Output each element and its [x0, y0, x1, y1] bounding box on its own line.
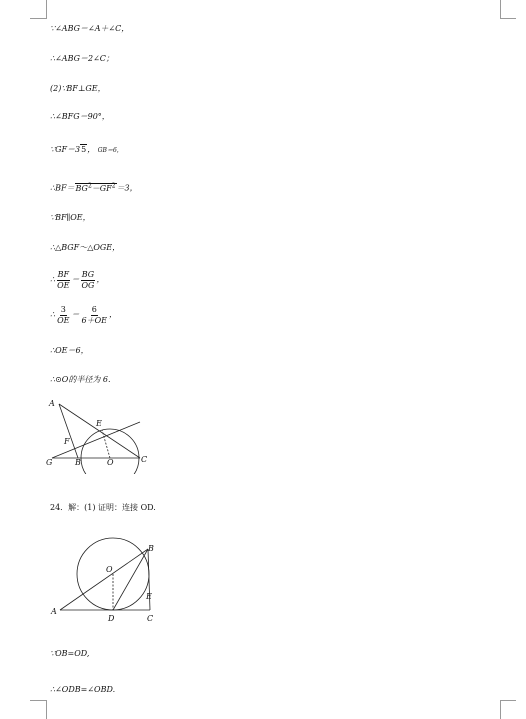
solution-line-1: ∵∠ABG＝∠A＋∠C，: [50, 24, 130, 33]
bf-prefix: ∴BF＝: [50, 183, 75, 193]
label-d: D: [108, 614, 115, 623]
crop-mark-top-right-v: [500, 0, 501, 18]
geometry-figure-1: [44, 396, 164, 474]
label-f: F: [64, 437, 70, 446]
solution-line-6: [50, 181, 138, 194]
crop-mark-bottom-left-v: [46, 700, 47, 719]
solution-line-10: ∴ $\frac{3}{OE}$ ＝ $\frac{6}{6+OE}$ ，: [50, 304, 117, 325]
crop-mark-bottom-left-h: [30, 700, 47, 701]
label-a: A: [49, 399, 55, 408]
label-e: E: [96, 419, 102, 428]
label-c: C: [147, 614, 154, 623]
line-bd: [113, 549, 148, 610]
crop-mark-top-right-h: [500, 18, 516, 19]
solution-line-12: ∴⊙O的半径为 6.: [50, 375, 111, 384]
solution-line-14: ∵OB=OD,: [50, 649, 90, 658]
solution-line-15: ∴∠ODB=∠OBD.: [50, 685, 116, 694]
solution-line-4: ∴∠BFG＝90°，: [50, 112, 110, 121]
solution-line-5: [50, 145, 123, 156]
crop-mark-bottom-right-v: [500, 700, 501, 719]
geometry-figure-2: [48, 535, 160, 625]
solution-line-8: ∴△BGF～△OGE，: [50, 243, 121, 252]
comma: ，: [87, 145, 96, 154]
sqrt-expression: $BG^2-GF^2$: [75, 182, 116, 193]
line-ab: [60, 549, 148, 610]
label-b: B: [148, 544, 154, 553]
label-c: C: [141, 455, 148, 464]
crop-mark-top-left-v: [46, 0, 47, 18]
label-o: O: [106, 565, 113, 574]
gb-text: GB＝6，: [97, 147, 123, 154]
label-o: O: [107, 458, 114, 467]
fraction-6-6oe: $\frac{6}{6+OE}$: [81, 304, 107, 325]
solution-line-3: (2)∵BF⊥GE，: [50, 84, 106, 93]
sqrt-5: 5: [81, 145, 87, 154]
fraction-bf-oe: $\frac{BF}{OE}$: [57, 269, 70, 290]
line-ab: [59, 404, 78, 458]
solution-line-2: ∴∠ABG＝2∠C；: [50, 54, 114, 63]
label-a: A: [51, 607, 57, 616]
gf-text: ∵GF＝3: [50, 145, 81, 154]
solution-line-7: ∵BF∥OE，: [50, 213, 91, 222]
solution-line-13: 24．解：(1) 证明：连接 OD.: [50, 503, 156, 512]
crop-mark-top-left-h: [30, 18, 47, 19]
label-g: G: [46, 458, 53, 467]
line-oe: [102, 430, 110, 458]
solution-line-11: ∴OE＝6，: [50, 346, 89, 355]
crop-mark-bottom-right-h: [500, 700, 516, 701]
fraction-3-oe: $\frac{3}{OE}$: [57, 304, 70, 325]
label-b: B: [75, 458, 81, 467]
bf-result: ＝3，: [116, 183, 138, 193]
solution-line-9: ∴ $\frac{BF}{OE}$ ＝ $\frac{BG}{OG}$ ，: [50, 269, 105, 290]
fraction-bg-og: $\frac{BG}{OG}$: [81, 269, 95, 290]
label-e: E: [146, 592, 152, 601]
